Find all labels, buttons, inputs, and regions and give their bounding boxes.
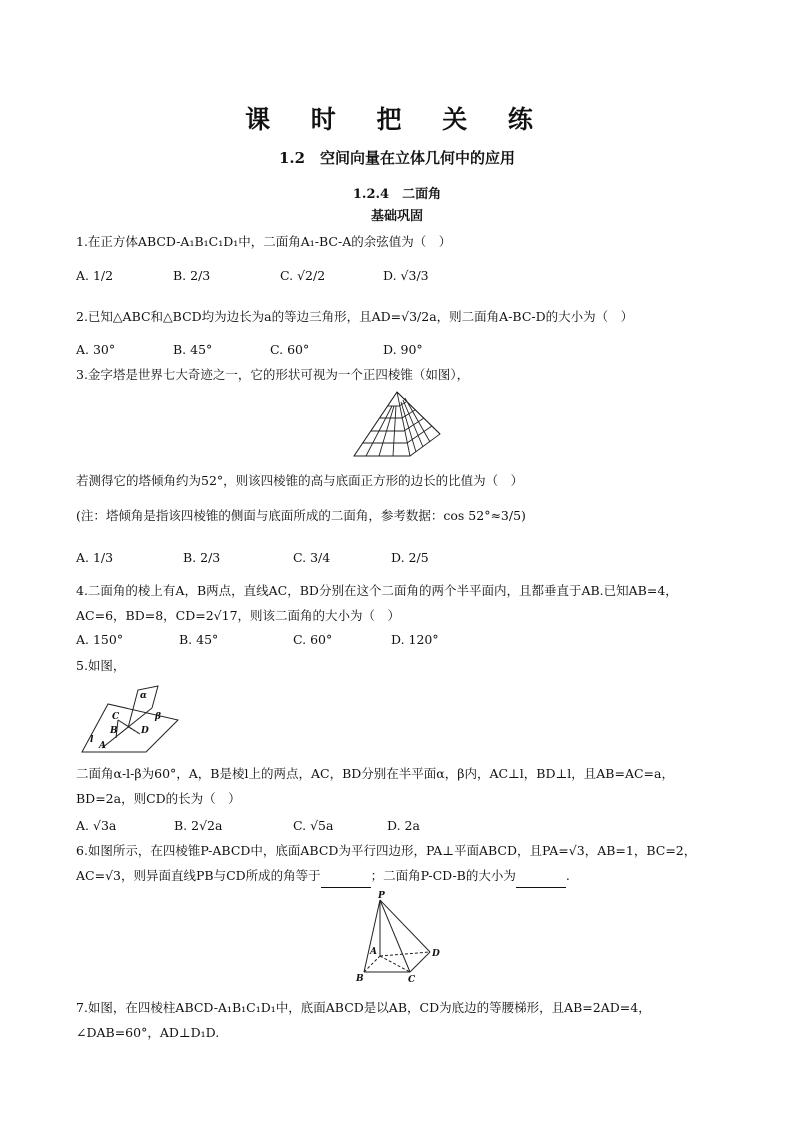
question-7-stem: 7.如图，在四棱柱ABCD-A₁B₁C₁D₁中，底面ABCD是以AB，CD为底边的等腰梯形，且AB=2AD=4，∠DAB=60°，AD⊥D₁D.: [76, 1000, 651, 1040]
subsection-title: 1.2.4 二面角: [352, 187, 442, 202]
q5-option-a[interactable]: A. √3a: [76, 818, 117, 833]
fig6-label-d: D: [432, 949, 440, 959]
q5-option-c[interactable]: C. √5a: [293, 818, 334, 833]
q5-option-b[interactable]: B. 2√2a: [174, 818, 223, 833]
q6-answer-blank-1[interactable]: [321, 873, 371, 888]
q4-option-a[interactable]: A. 150°: [76, 632, 124, 647]
q3-option-b[interactable]: B. 2/3: [183, 550, 221, 565]
fig5-label-a: A: [99, 741, 106, 751]
fig6-label-p: P: [378, 891, 385, 901]
question-2-stem: 2.已知△ABC和△BCD均为边长为a的等边三角形，且AD=√3/2a，则二面角A-BC-D的大小为（ ）: [76, 309, 634, 324]
fig6-label-a: A: [370, 947, 377, 957]
category-label: 基础巩固: [370, 209, 423, 224]
question-6-stem: [76, 838, 721, 888]
q2-option-a[interactable]: A. 30°: [76, 342, 116, 357]
q4-option-c[interactable]: C. 60°: [293, 632, 333, 647]
q4-option-b[interactable]: B. 45°: [179, 632, 219, 647]
q1-option-c[interactable]: C. √2/2: [280, 268, 326, 283]
fig5-label-alpha: α: [140, 691, 147, 701]
fig5-label-b: B: [110, 726, 118, 736]
q1-option-b[interactable]: B. 2/3: [173, 268, 211, 283]
q3-option-d[interactable]: D. 2/5: [391, 550, 429, 565]
question-4-stem: 4.二面角的棱上有A，B两点，直线AC，BD分别在这个二面角的两个半平面内，且都垂直于AB.已知AB=4，AC=6，BD=8，CD=2√17，则该二面角的大小为（ ）: [76, 583, 678, 623]
q2-option-d[interactable]: D. 90°: [383, 342, 423, 357]
fig5-label-beta: β: [155, 712, 161, 722]
question-5-stem: 5.如图，: [76, 658, 126, 673]
q6-stem-part-b: ；二面角P-CD-B的大小为: [370, 868, 516, 883]
page-title: 课 时 把 关 练: [245, 105, 549, 134]
q2-option-c[interactable]: C. 60°: [270, 342, 310, 357]
section-title: 1.2 空间向量在立体几何中的应用: [278, 149, 516, 167]
question-3-note: (注：塔倾角是指该四棱锥的侧面与底面所成的二面角，参考数据：cos 52°≈3/5): [76, 508, 526, 523]
q3-option-c[interactable]: C. 3/4: [293, 550, 331, 565]
fig6-label-c: C: [408, 975, 416, 984]
q6-stem-part-a: 6.如图所示，在四棱锥P-ABCD中，底面ABCD为平行四边形，PA⊥平面ABCD，且PA=√3，AB=1，BC=2，AC=√3，则异面直线PB与CD所成的角等于: [76, 843, 697, 883]
question-5-stem-continued: 二面角α-l-β为60°，A，B是棱l上的两点，AC，BD分别在半平面α，β内，AC⊥l，BD⊥l，且AB=AC=a，BD=2a，则CD的长为（ ）: [76, 766, 674, 806]
fig5-label-l: l: [90, 735, 94, 745]
quadrilateral-pyramid-figure: [352, 890, 444, 984]
q2-option-b[interactable]: B. 45°: [173, 342, 213, 357]
question-3-stem: 3.金字塔是世界七大奇迹之一，它的形状可视为一个正四棱锥（如图），: [76, 367, 470, 382]
fig5-label-d: D: [141, 726, 149, 736]
fig5-label-c: C: [112, 712, 120, 722]
q1-option-d[interactable]: D. √3/3: [383, 268, 429, 283]
q6-answer-blank-2[interactable]: [516, 873, 566, 888]
question-1-stem: 1.在正方体ABCD-A₁B₁C₁D₁中，二面角A₁-BC-A的余弦值为（ ）: [76, 234, 452, 249]
q6-stem-part-c: .: [565, 868, 570, 883]
q5-option-d[interactable]: D. 2a: [387, 818, 420, 833]
fig6-label-b: B: [356, 974, 364, 984]
dihedral-angle-figure: [78, 684, 182, 756]
q3-option-a[interactable]: A. 1/3: [76, 550, 114, 565]
pyramid-figure: [352, 390, 442, 460]
question-3-stem-continued: 若测得它的塔倾角约为52°，则该四棱锥的高与底面正方形的边长的比值为（ ）: [76, 473, 524, 488]
q1-option-a[interactable]: A. 1/2: [76, 268, 114, 283]
q4-option-d[interactable]: D. 120°: [391, 632, 439, 647]
